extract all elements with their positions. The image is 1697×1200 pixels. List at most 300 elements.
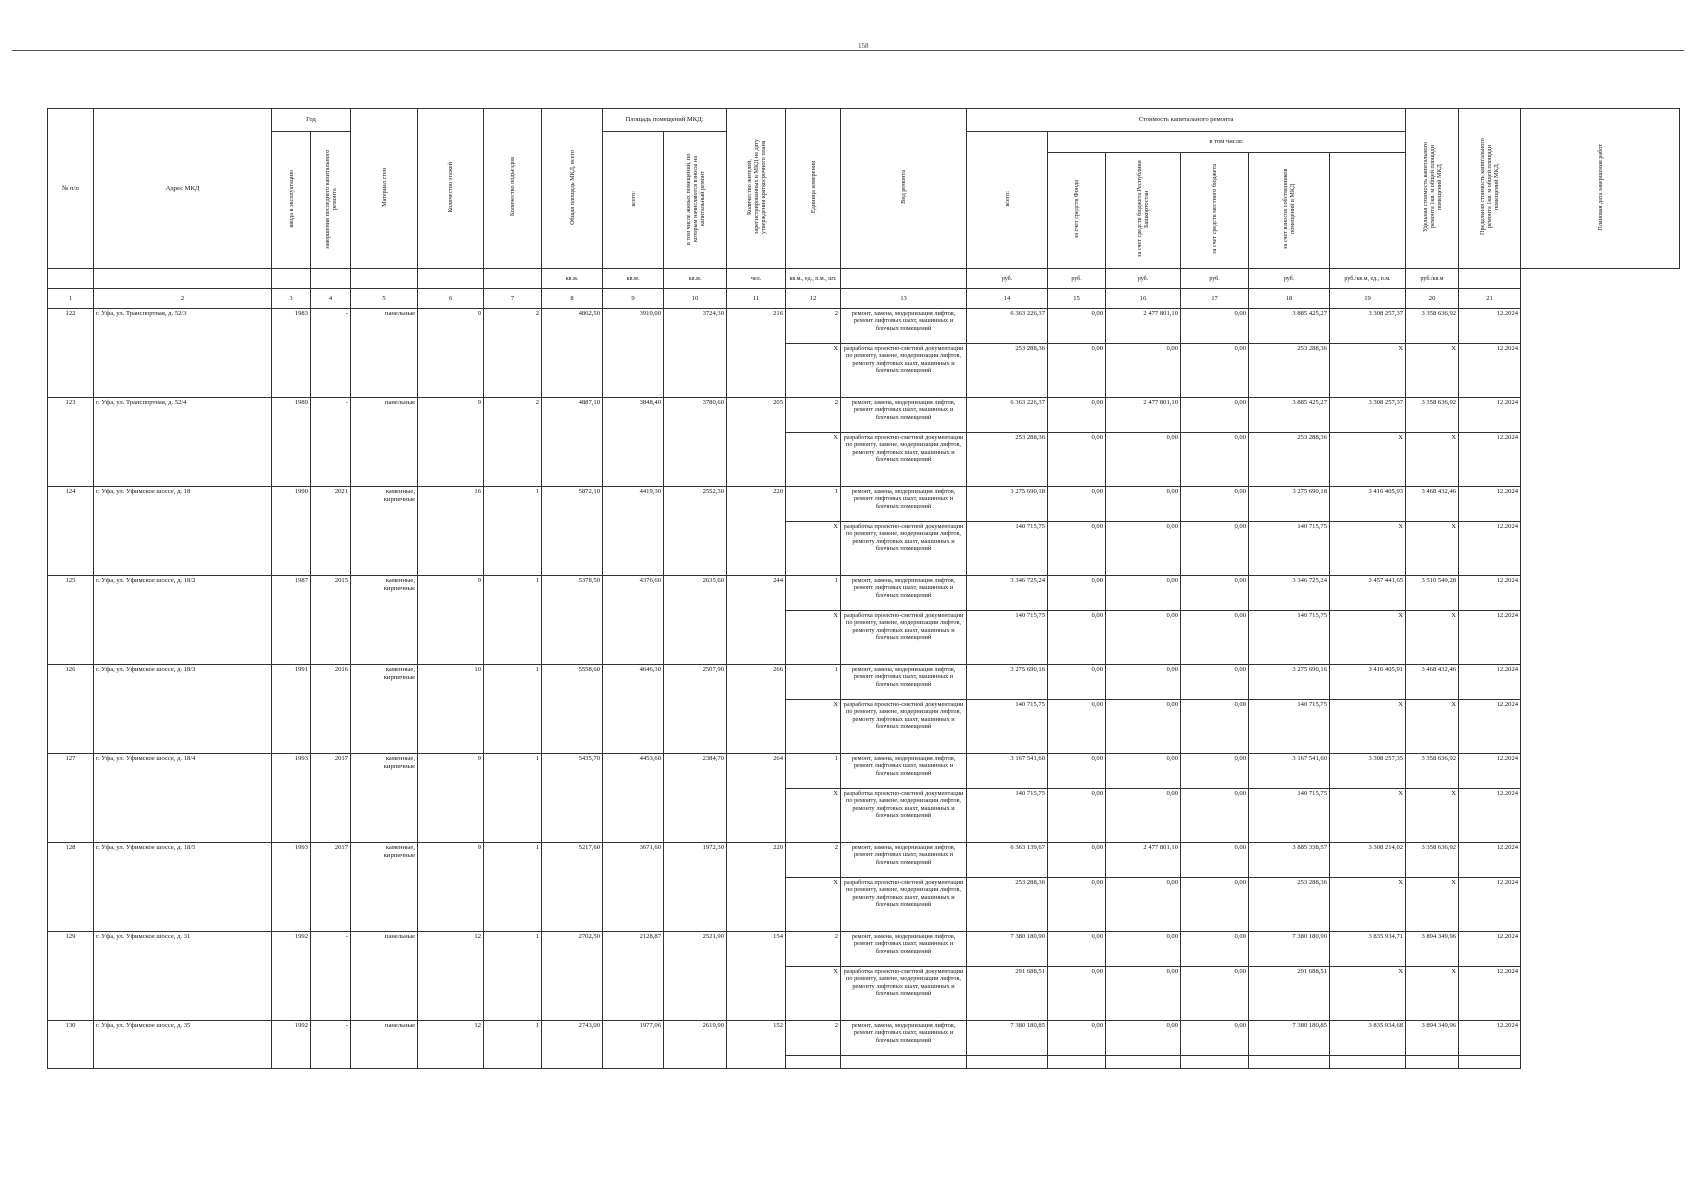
- address: г. Уфа, ул. Уфимское шоссе, д. 35: [94, 1021, 272, 1069]
- year-last-repair: -: [311, 1021, 351, 1069]
- row-number: 122: [48, 309, 94, 398]
- premises-area: 4376,60: [603, 576, 664, 665]
- unit-cell: [94, 269, 272, 289]
- cost-total: 6 363 226,37: [967, 398, 1048, 433]
- repair-type: разработка проектно-сметной документации по ремонту, замене, модернизации лифтов, ремонту лифтовых шахт, машинных и блочных помещений: [841, 700, 967, 754]
- floors: 9: [418, 843, 484, 932]
- wall-material: панельные: [351, 398, 418, 487]
- entrances: 1: [484, 487, 542, 576]
- unit-quantity: X: [786, 789, 841, 843]
- residents: 205: [727, 398, 786, 487]
- header-residents: Количество жителей, зарегистрированных в МКД на дату утверждения краткосрочного плана: [727, 109, 786, 269]
- header-cost-fund: за счет средств Фонда: [1048, 153, 1106, 269]
- table-row: [48, 754, 1680, 789]
- cost-republic: 0,00: [1106, 611, 1181, 665]
- unit-cell: [48, 269, 94, 289]
- unit-quantity: X: [786, 344, 841, 398]
- column-number: 17: [1181, 289, 1249, 309]
- residents: 266: [727, 665, 786, 754]
- unit-residents: чел.: [727, 269, 786, 289]
- cost-total: 140 715,75: [967, 789, 1048, 843]
- premises-area-fund: 2384,70: [664, 754, 727, 843]
- unit-cost: X: [1330, 789, 1406, 843]
- premises-area: 4646,30: [603, 665, 664, 754]
- total-area: 4887,10: [542, 398, 603, 487]
- cost-fund: 0,00: [1048, 878, 1106, 932]
- year-commission: 1987: [272, 576, 311, 665]
- cost-total: 3 275 690,16: [967, 665, 1048, 700]
- cost-total: 7 380 180,85: [967, 1021, 1048, 1056]
- cost-fund: 0,00: [1048, 754, 1106, 789]
- max-cost: X: [1406, 789, 1459, 843]
- unit-max-cost: руб./кв.м: [1406, 269, 1459, 289]
- cost-owners: 291 688,51: [1249, 967, 1330, 1021]
- column-number: 11: [727, 289, 786, 309]
- cost-total: 253 288,36: [967, 878, 1048, 932]
- repair-type: разработка проектно-сметной документации по ремонту, замене, модернизации лифтов, ремонту лифтовых шахт, машинных и блочных помещений: [841, 878, 967, 932]
- floors: 10: [418, 665, 484, 754]
- column-number: 5: [351, 289, 418, 309]
- planned-date: 12.2024: [1459, 576, 1521, 611]
- cost-local: 0,00: [1181, 932, 1249, 967]
- wall-material: панельные: [351, 309, 418, 398]
- cost-total: 7 380 180,90: [967, 932, 1048, 967]
- cost-local: 0,00: [1181, 700, 1249, 754]
- max-cost: X: [1406, 433, 1459, 487]
- max-cost: 3 468 432,46: [1406, 665, 1459, 700]
- cost-owners: 253 288,36: [1249, 344, 1330, 398]
- unit-quantity: 1: [786, 665, 841, 700]
- header-cost-owners: за счет взносов собственников помещений в МКД: [1249, 153, 1330, 269]
- unit-cost-owners: руб.: [1249, 269, 1330, 289]
- year-last-repair: -: [311, 398, 351, 487]
- wall-material: каменные, кирпичные: [351, 487, 418, 576]
- cost-local: 0,00: [1181, 398, 1249, 433]
- header-year-group: Год: [272, 109, 351, 132]
- premises-area: 1977,06: [603, 1021, 664, 1069]
- max-cost: 3 894 349,96: [1406, 932, 1459, 967]
- year-last-repair: 2015: [311, 576, 351, 665]
- floors: 12: [418, 932, 484, 1021]
- wall-material: каменные, кирпичные: [351, 754, 418, 843]
- unit-cost: 3 835 934,71: [1330, 932, 1406, 967]
- address: г. Уфа, ул. Уфимское шоссе, д. 18/3: [94, 665, 272, 754]
- planned-date: 12.2024: [1459, 932, 1521, 967]
- cost-republic: 0,00: [1106, 433, 1181, 487]
- cost-republic: 2 477 801,10: [1106, 398, 1181, 433]
- column-number: 20: [1406, 289, 1459, 309]
- cost-total: 253 288,36: [967, 433, 1048, 487]
- row-number: 123: [48, 398, 94, 487]
- year-last-repair: 2021: [311, 487, 351, 576]
- unit-cost-local: руб.: [1181, 269, 1249, 289]
- cost-total: 140 715,75: [967, 522, 1048, 576]
- cost-republic: 0,00: [1106, 967, 1181, 1021]
- unit-cell: [841, 269, 967, 289]
- cost-owners: 140 715,75: [1249, 700, 1330, 754]
- repair-type: ремонт, замена, модернизация лифтов, ремонт лифтовых шахт, машинных и блочных помещений: [841, 1021, 967, 1056]
- cost-local: 0,00: [1181, 576, 1249, 611]
- unit-quantity: 1: [786, 576, 841, 611]
- cost-total: 3 275 690,18: [967, 487, 1048, 522]
- row-number: 129: [48, 932, 94, 1021]
- entrances: 2: [484, 398, 542, 487]
- max-cost: X: [1406, 611, 1459, 665]
- cost-republic: 0,00: [1106, 700, 1181, 754]
- cost-fund: 0,00: [1048, 398, 1106, 433]
- unit-cell: [484, 269, 542, 289]
- unit-cost: X: [1330, 611, 1406, 665]
- cost-fund: 0,00: [1048, 522, 1106, 576]
- cost-republic: 0,00: [1106, 1021, 1181, 1056]
- column-number: 9: [603, 289, 664, 309]
- cost-republic: 2 477 801,10: [1106, 309, 1181, 344]
- unit-cost: 3 416 405,91: [1330, 665, 1406, 700]
- empty-cell: [1106, 1056, 1181, 1069]
- cost-fund: 0,00: [1048, 344, 1106, 398]
- total-area: 4862,50: [542, 309, 603, 398]
- repair-type: ремонт, замена, модернизация лифтов, ремонт лифтовых шахт, машинных и блочных помещений: [841, 843, 967, 878]
- total-area: 5558,60: [542, 665, 603, 754]
- unit-cost-republic: руб.: [1106, 269, 1181, 289]
- column-number: 12: [786, 289, 841, 309]
- unit-cost: 3 308 257,35: [1330, 754, 1406, 789]
- repair-type: ремонт, замена, модернизация лифтов, ремонт лифтовых шахт, машинных и блочных помещений: [841, 309, 967, 344]
- floors: 12: [418, 1021, 484, 1069]
- repair-type: разработка проектно-сметной документации по ремонту, замене, модернизации лифтов, ремонту лифтовых шахт, машинных и блочных помещений: [841, 967, 967, 1021]
- header-cost-total: всего:: [967, 132, 1048, 269]
- cost-local: 0,00: [1181, 878, 1249, 932]
- wall-material: панельные: [351, 1021, 418, 1069]
- unit-cost: 3 835 934,68: [1330, 1021, 1406, 1056]
- header-cost-local: за счет средств местного бюджета: [1181, 153, 1249, 269]
- column-number: 19: [1330, 289, 1406, 309]
- row-number: 127: [48, 754, 94, 843]
- floors: 9: [418, 754, 484, 843]
- unit-quantity: 2: [786, 398, 841, 433]
- planned-date: 12.2024: [1459, 611, 1521, 665]
- planned-date: 12.2024: [1459, 487, 1521, 522]
- wall-material: каменные, кирпичные: [351, 665, 418, 754]
- empty-cell: [786, 1056, 841, 1069]
- entrances: 1: [484, 932, 542, 1021]
- max-cost: 3 358 636,92: [1406, 398, 1459, 433]
- empty-cell: [1459, 1056, 1521, 1069]
- year-commission: 1983: [272, 309, 311, 398]
- header-year-commission: ввода в эксплуатацию: [272, 132, 311, 269]
- cost-fund: 0,00: [1048, 576, 1106, 611]
- premises-area-fund: 3724,30: [664, 309, 727, 398]
- cost-owners: 3 885 425,27: [1249, 309, 1330, 344]
- column-number: 4: [311, 289, 351, 309]
- premises-area: 3910,00: [603, 309, 664, 398]
- header-max-cost: Предельная стоимость капитального ремонта 1кв. м общей площади помещений МКД: [1459, 109, 1521, 269]
- repair-type: разработка проектно-сметной документации по ремонту, замене, модернизации лифтов, ремонту лифтовых шахт, машинных и блочных помещений: [841, 344, 967, 398]
- header-address: Адрес МКД: [94, 109, 272, 269]
- cost-owners: 7 380 180,90: [1249, 932, 1330, 967]
- cost-local: 0,00: [1181, 433, 1249, 487]
- cost-owners: 3 275 690,18: [1249, 487, 1330, 522]
- cost-owners: 3 346 725,24: [1249, 576, 1330, 611]
- year-last-repair: 2017: [311, 754, 351, 843]
- cost-fund: 0,00: [1048, 611, 1106, 665]
- cost-fund: 0,00: [1048, 700, 1106, 754]
- empty-cell: [1406, 1056, 1459, 1069]
- column-number: 8: [542, 289, 603, 309]
- column-number: 14: [967, 289, 1048, 309]
- cost-owners: 140 715,75: [1249, 611, 1330, 665]
- column-number: 3: [272, 289, 311, 309]
- unit-premises-area-fund: кв.м.: [664, 269, 727, 289]
- cost-fund: 0,00: [1048, 967, 1106, 1021]
- empty-cell: [967, 1056, 1048, 1069]
- residents: 244: [727, 576, 786, 665]
- premises-area-fund: 2619,90: [664, 1021, 727, 1069]
- unit-cell: [311, 269, 351, 289]
- column-number: 21: [1459, 289, 1521, 309]
- empty-cell: [1181, 1056, 1249, 1069]
- cost-fund: 0,00: [1048, 843, 1106, 878]
- premises-area-fund: 2521,90: [664, 932, 727, 1021]
- year-commission: 1990: [272, 487, 311, 576]
- entrances: 1: [484, 754, 542, 843]
- premises-area-fund: 1972,30: [664, 843, 727, 932]
- cost-total: 3 167 541,60: [967, 754, 1048, 789]
- header-planned-date: Плановая дата завершения работ: [1521, 109, 1680, 269]
- cost-owners: 7 380 180,85: [1249, 1021, 1330, 1056]
- header-floors: Количество этажей: [418, 109, 484, 269]
- max-cost: X: [1406, 344, 1459, 398]
- total-area: 5378,50: [542, 576, 603, 665]
- table-row: [48, 1021, 1680, 1056]
- header-including: в том числе:: [1048, 132, 1406, 153]
- cost-republic: 0,00: [1106, 576, 1181, 611]
- unit-quantity: 1: [786, 754, 841, 789]
- unit-cost-total: руб.: [967, 269, 1048, 289]
- cost-republic: 2 477 801,10: [1106, 843, 1181, 878]
- total-area: 2743,00: [542, 1021, 603, 1069]
- address: г. Уфа, ул. Уфимское шоссе, д. 31: [94, 932, 272, 1021]
- repair-type: ремонт, замена, модернизация лифтов, ремонт лифтовых шахт, машинных и блочных помещений: [841, 398, 967, 433]
- cost-local: 0,00: [1181, 309, 1249, 344]
- repair-type: разработка проектно-сметной документации по ремонту, замене, модернизации лифтов, ремонту лифтовых шахт, машинных и блочных помещений: [841, 522, 967, 576]
- row-number: 125: [48, 576, 94, 665]
- column-number: 6: [418, 289, 484, 309]
- cost-total: 253 288,36: [967, 344, 1048, 398]
- residents: 264: [727, 754, 786, 843]
- year-commission: 1992: [272, 932, 311, 1021]
- unit-quantity: 2: [786, 1021, 841, 1056]
- header-num: № п/п: [48, 109, 94, 269]
- planned-date: 12.2024: [1459, 1021, 1521, 1056]
- max-cost: 3 358 636,92: [1406, 309, 1459, 344]
- unit-cell: [272, 269, 311, 289]
- unit-cost-fund: руб.: [1048, 269, 1106, 289]
- table-row: [48, 665, 1680, 700]
- cost-fund: 0,00: [1048, 309, 1106, 344]
- unit-cost: X: [1330, 878, 1406, 932]
- max-cost: X: [1406, 522, 1459, 576]
- cost-fund: 0,00: [1048, 1021, 1106, 1056]
- cost-republic: 0,00: [1106, 789, 1181, 843]
- table-row: [48, 309, 1680, 344]
- header-wall-material: Материал стен: [351, 109, 418, 269]
- cost-local: 0,00: [1181, 754, 1249, 789]
- entrances: 2: [484, 309, 542, 398]
- repair-type: разработка проектно-сметной документации по ремонту, замене, модернизации лифтов, ремонту лифтовых шахт, машинных и блочных помещений: [841, 789, 967, 843]
- floors: 16: [418, 487, 484, 576]
- planned-date: 12.2024: [1459, 522, 1521, 576]
- repair-type: ремонт, замена, модернизация лифтов, ремонт лифтовых шахт, машинных и блочных помещений: [841, 665, 967, 700]
- residents: 216: [727, 309, 786, 398]
- cost-local: 0,00: [1181, 522, 1249, 576]
- unit-cell: [1459, 269, 1521, 289]
- column-number: 7: [484, 289, 542, 309]
- max-cost: X: [1406, 878, 1459, 932]
- unit-cost: X: [1330, 344, 1406, 398]
- cost-republic: 0,00: [1106, 754, 1181, 789]
- cost-local: 0,00: [1181, 487, 1249, 522]
- empty-cell: [1330, 1056, 1406, 1069]
- repair-type: разработка проектно-сметной документации по ремонту, замене, модернизации лифтов, ремонту лифтовых шахт, машинных и блочных помещений: [841, 611, 967, 665]
- premises-area-fund: 2552,30: [664, 487, 727, 576]
- total-area: 2702,50: [542, 932, 603, 1021]
- cost-republic: 0,00: [1106, 665, 1181, 700]
- max-cost: 3 894 349,96: [1406, 1021, 1459, 1056]
- cost-owners: 253 288,36: [1249, 433, 1330, 487]
- cost-fund: 0,00: [1048, 433, 1106, 487]
- premises-area: 4419,30: [603, 487, 664, 576]
- floors: 9: [418, 398, 484, 487]
- year-last-repair: 2017: [311, 843, 351, 932]
- planned-date: 12.2024: [1459, 309, 1521, 344]
- planned-date: 12.2024: [1459, 344, 1521, 398]
- table-row: [48, 843, 1680, 878]
- repair-plan-table-container: [47, 108, 1680, 1069]
- max-cost: 3 468 432,46: [1406, 487, 1459, 522]
- column-number: 18: [1249, 289, 1330, 309]
- empty-cell: [1048, 1056, 1106, 1069]
- column-number: 15: [1048, 289, 1106, 309]
- unit-unit-cost: руб./кв.м, ед., п.м.: [1330, 269, 1406, 289]
- cost-owners: 140 715,75: [1249, 522, 1330, 576]
- unit-quantity: X: [786, 611, 841, 665]
- entrances: 1: [484, 576, 542, 665]
- repair-type: ремонт, замена, модернизация лифтов, ремонт лифтовых шахт, машинных и блочных помещений: [841, 754, 967, 789]
- max-cost: X: [1406, 700, 1459, 754]
- address: г. Уфа, ул. Транспортная, д. 52/4: [94, 398, 272, 487]
- cost-local: 0,00: [1181, 344, 1249, 398]
- header-cost-blank: [1330, 153, 1406, 269]
- cost-total: 3 346 725,24: [967, 576, 1048, 611]
- cost-fund: 0,00: [1048, 487, 1106, 522]
- cost-local: 0,00: [1181, 789, 1249, 843]
- unit-cost: X: [1330, 522, 1406, 576]
- planned-date: 12.2024: [1459, 700, 1521, 754]
- premises-area-fund: 2507,90: [664, 665, 727, 754]
- header-entrances: Количество подъездов: [484, 109, 542, 269]
- cost-fund: 0,00: [1048, 665, 1106, 700]
- planned-date: 12.2024: [1459, 843, 1521, 878]
- planned-date: 12.2024: [1459, 967, 1521, 1021]
- cost-total: 291 688,51: [967, 967, 1048, 1021]
- unit-premises-area: кв.м.: [603, 269, 664, 289]
- unit-quantity: X: [786, 522, 841, 576]
- cost-total: 140 715,75: [967, 611, 1048, 665]
- planned-date: 12.2024: [1459, 398, 1521, 433]
- page-number: 158: [858, 42, 869, 50]
- unit-cell: [418, 269, 484, 289]
- year-commission: 1992: [272, 1021, 311, 1069]
- header-premises-area-fund: в том числе жилых помещений, по которым начисляются взносы на капитальный ремонт: [664, 132, 727, 269]
- column-number: 2: [94, 289, 272, 309]
- repair-type: разработка проектно-сметной документации по ремонту, замене, модернизации лифтов, ремонту лифтовых шахт, машинных и блочных помещений: [841, 433, 967, 487]
- premises-area: 3671,60: [603, 843, 664, 932]
- cost-total: 6 363 139,67: [967, 843, 1048, 878]
- cost-owners: 3 885 425,27: [1249, 398, 1330, 433]
- unit-measure: кв.м., ед., п.м., шт.: [786, 269, 841, 289]
- cost-owners: 253 288,36: [1249, 878, 1330, 932]
- table-row: [48, 487, 1680, 522]
- repair-type: ремонт, замена, модернизация лифтов, ремонт лифтовых шахт, машинных и блочных помещений: [841, 576, 967, 611]
- header-total-area: Общая площадь МКД, всего: [542, 109, 603, 269]
- residents: 220: [727, 487, 786, 576]
- unit-quantity: 1: [786, 487, 841, 522]
- entrances: 1: [484, 843, 542, 932]
- table-row: [48, 932, 1680, 967]
- cost-local: 0,00: [1181, 665, 1249, 700]
- unit-quantity: 2: [786, 309, 841, 344]
- cost-local: 0,00: [1181, 1021, 1249, 1056]
- wall-material: каменные, кирпичные: [351, 576, 418, 665]
- repair-type: ремонт, замена, модернизация лифтов, ремонт лифтовых шахт, машинных и блочных помещений: [841, 487, 967, 522]
- unit-cell: [351, 269, 418, 289]
- floors: 9: [418, 576, 484, 665]
- unit-quantity: X: [786, 433, 841, 487]
- header-cost-republic: за счет средств бюджета Республики Башкортостан: [1106, 153, 1181, 269]
- planned-date: 12.2024: [1459, 754, 1521, 789]
- year-commission: 1991: [272, 665, 311, 754]
- year-commission: 1989: [272, 398, 311, 487]
- row-number: 128: [48, 843, 94, 932]
- planned-date: 12.2024: [1459, 665, 1521, 700]
- address: г. Уфа, ул. Уфимское шоссе, д. 18: [94, 487, 272, 576]
- cost-owners: 3 885 338,57: [1249, 843, 1330, 878]
- cost-republic: 0,00: [1106, 344, 1181, 398]
- empty-cell: [841, 1056, 967, 1069]
- top-rule: [12, 50, 1684, 51]
- unit-quantity: 2: [786, 843, 841, 878]
- table-row: [48, 576, 1680, 611]
- unit-cost: X: [1330, 433, 1406, 487]
- planned-date: 12.2024: [1459, 878, 1521, 932]
- max-cost: 3 358 636,92: [1406, 754, 1459, 789]
- row-number: 130: [48, 1021, 94, 1069]
- year-commission: 1993: [272, 843, 311, 932]
- table-row: [48, 398, 1680, 433]
- premises-area: 4453,60: [603, 754, 664, 843]
- header-premises-area-group: Площадь помещений МКД:: [603, 109, 727, 132]
- address: г. Уфа, ул. Уфимское шоссе, д. 18/4: [94, 754, 272, 843]
- empty-cell: [1249, 1056, 1330, 1069]
- planned-date: 12.2024: [1459, 433, 1521, 487]
- cost-republic: 0,00: [1106, 932, 1181, 967]
- column-number: 10: [664, 289, 727, 309]
- wall-material: каменные, кирпичные: [351, 843, 418, 932]
- cost-fund: 0,00: [1048, 789, 1106, 843]
- header-repair-type: Вид ремонта: [841, 109, 967, 269]
- address: г. Уфа, ул. Уфимское шоссе, д. 18/2: [94, 576, 272, 665]
